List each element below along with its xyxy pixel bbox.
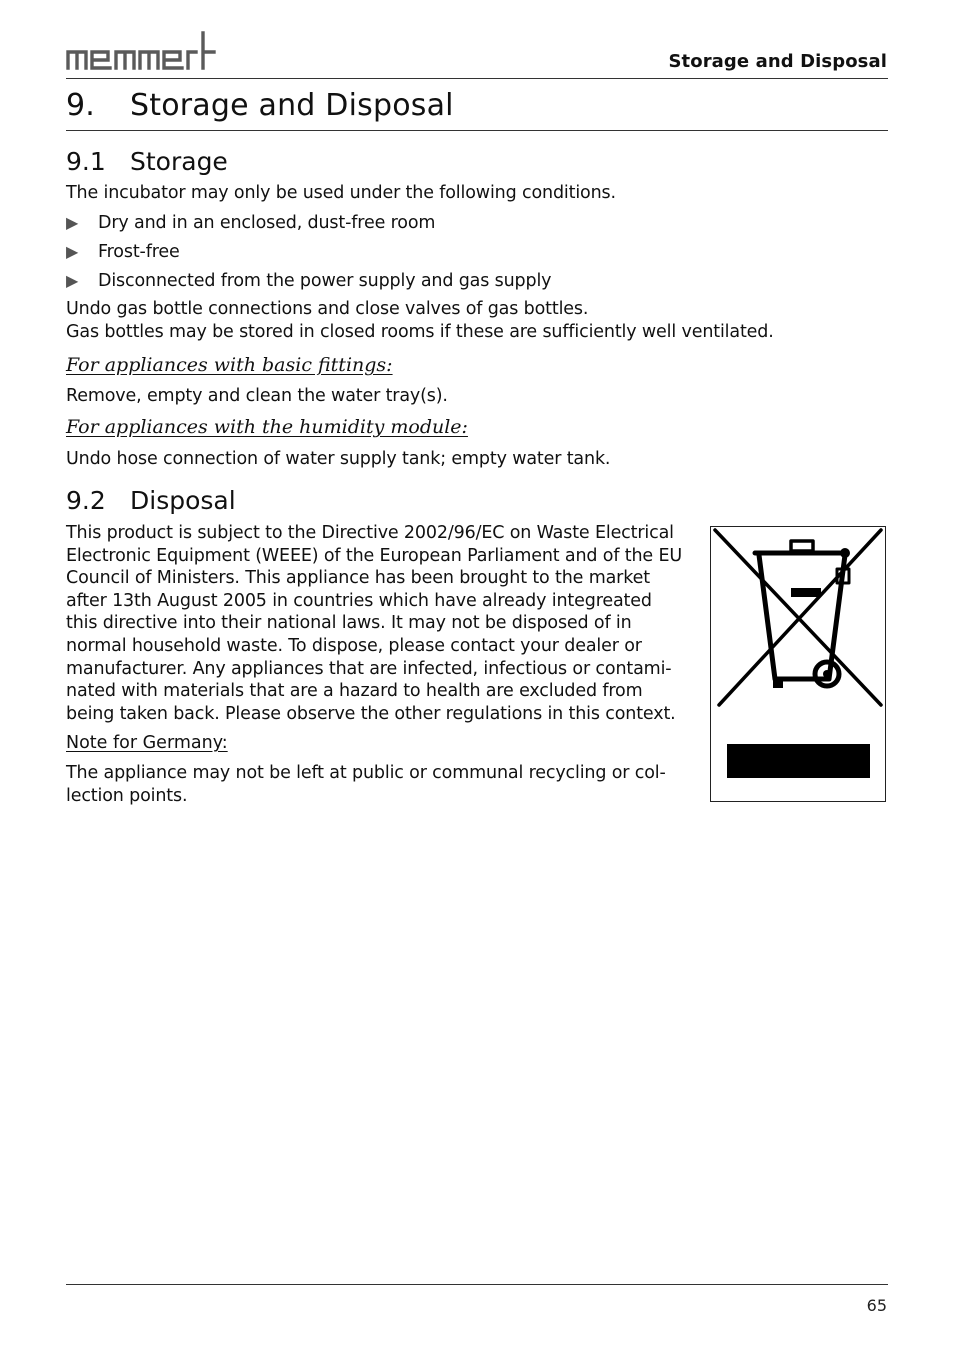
section-title: Storage xyxy=(130,147,228,176)
disposal-paragraph-line: normal household waste. To dispose, please contact your dealer or xyxy=(66,636,642,656)
footer-rule xyxy=(66,1284,888,1285)
germany-note-line: lection points. xyxy=(66,785,188,806)
chapter-number: 9. xyxy=(66,88,96,123)
condition-text: Dry and in an enclosed, dust-free room xyxy=(98,213,436,233)
disposal-paragraph-line: being taken back. Please observe the other regulations in this context. xyxy=(66,703,676,724)
crossed-out-wheelie-bin-icon xyxy=(711,527,885,801)
chapter-title-text: Storage and Disposal xyxy=(130,88,454,123)
section-title: Disposal xyxy=(130,486,236,515)
disposal-paragraph-line: this directive into their national laws. It may not be disposed of in xyxy=(66,613,632,634)
chapter-title xyxy=(66,88,454,123)
triangle-bullet-icon: ▶ xyxy=(66,242,79,261)
basic-fittings-text: Remove, empty and clean the water tray(s). xyxy=(66,386,448,406)
page-number: 65 xyxy=(866,1296,887,1315)
section-disposal-heading xyxy=(66,486,236,515)
disposal-paragraph-line: after 13th August 2005 in countries which have already integreated xyxy=(66,590,652,611)
running-header: Storage and Disposal xyxy=(668,51,887,72)
condition-item xyxy=(66,241,180,263)
condition-text: Disconnected from the power supply and gas supply xyxy=(98,271,552,291)
memmert-logo xyxy=(66,30,216,72)
condition-item xyxy=(66,270,551,292)
disposal-paragraph-line: Electronic Equipment (WEEE) of the European Parliament and of the EU xyxy=(66,545,683,566)
humidity-module-text: Undo hose connection of water supply tank; empty water tank. xyxy=(66,449,611,469)
triangle-bullet-icon: ▶ xyxy=(66,213,79,232)
humidity-module-heading: For appliances with the humidity module: xyxy=(66,416,468,438)
header-rule xyxy=(66,78,888,79)
condition-text: Frost-free xyxy=(98,242,180,262)
disposal-paragraph-line: nated with materials that are a hazard to health are excluded from xyxy=(66,681,643,702)
basic-fittings-heading: For appliances with basic fittings: xyxy=(66,354,393,376)
disposal-paragraph-line: This product is subject to the Directive 2002/96/EC on Waste Electrical xyxy=(66,523,674,543)
condition-item xyxy=(66,212,435,234)
chapter-rule xyxy=(66,130,888,131)
section-number: 9.1 xyxy=(66,147,106,176)
disposal-paragraph-line: manufacturer. Any appliances that are infected, infectious or contami- xyxy=(66,658,672,679)
gas-note-line: Gas bottles may be stored in closed rooms if these are sufficiently well ventilated. xyxy=(66,322,774,342)
triangle-bullet-icon: ▶ xyxy=(66,271,79,290)
gas-note-line: Undo gas bottle connections and close valves of gas bottles. xyxy=(66,299,589,319)
germany-note-heading: Note for Germany: xyxy=(66,733,228,753)
storage-intro: The incubator may only be used under the following conditions. xyxy=(66,183,616,203)
weee-symbol-frame xyxy=(710,526,886,802)
germany-note-line: The appliance may not be left at public or communal recycling or col- xyxy=(66,763,666,783)
disposal-paragraph-line: Council of Ministers. This appliance has been brought to the market xyxy=(66,568,650,589)
section-number: 9.2 xyxy=(66,486,106,515)
section-storage-heading xyxy=(66,147,228,176)
